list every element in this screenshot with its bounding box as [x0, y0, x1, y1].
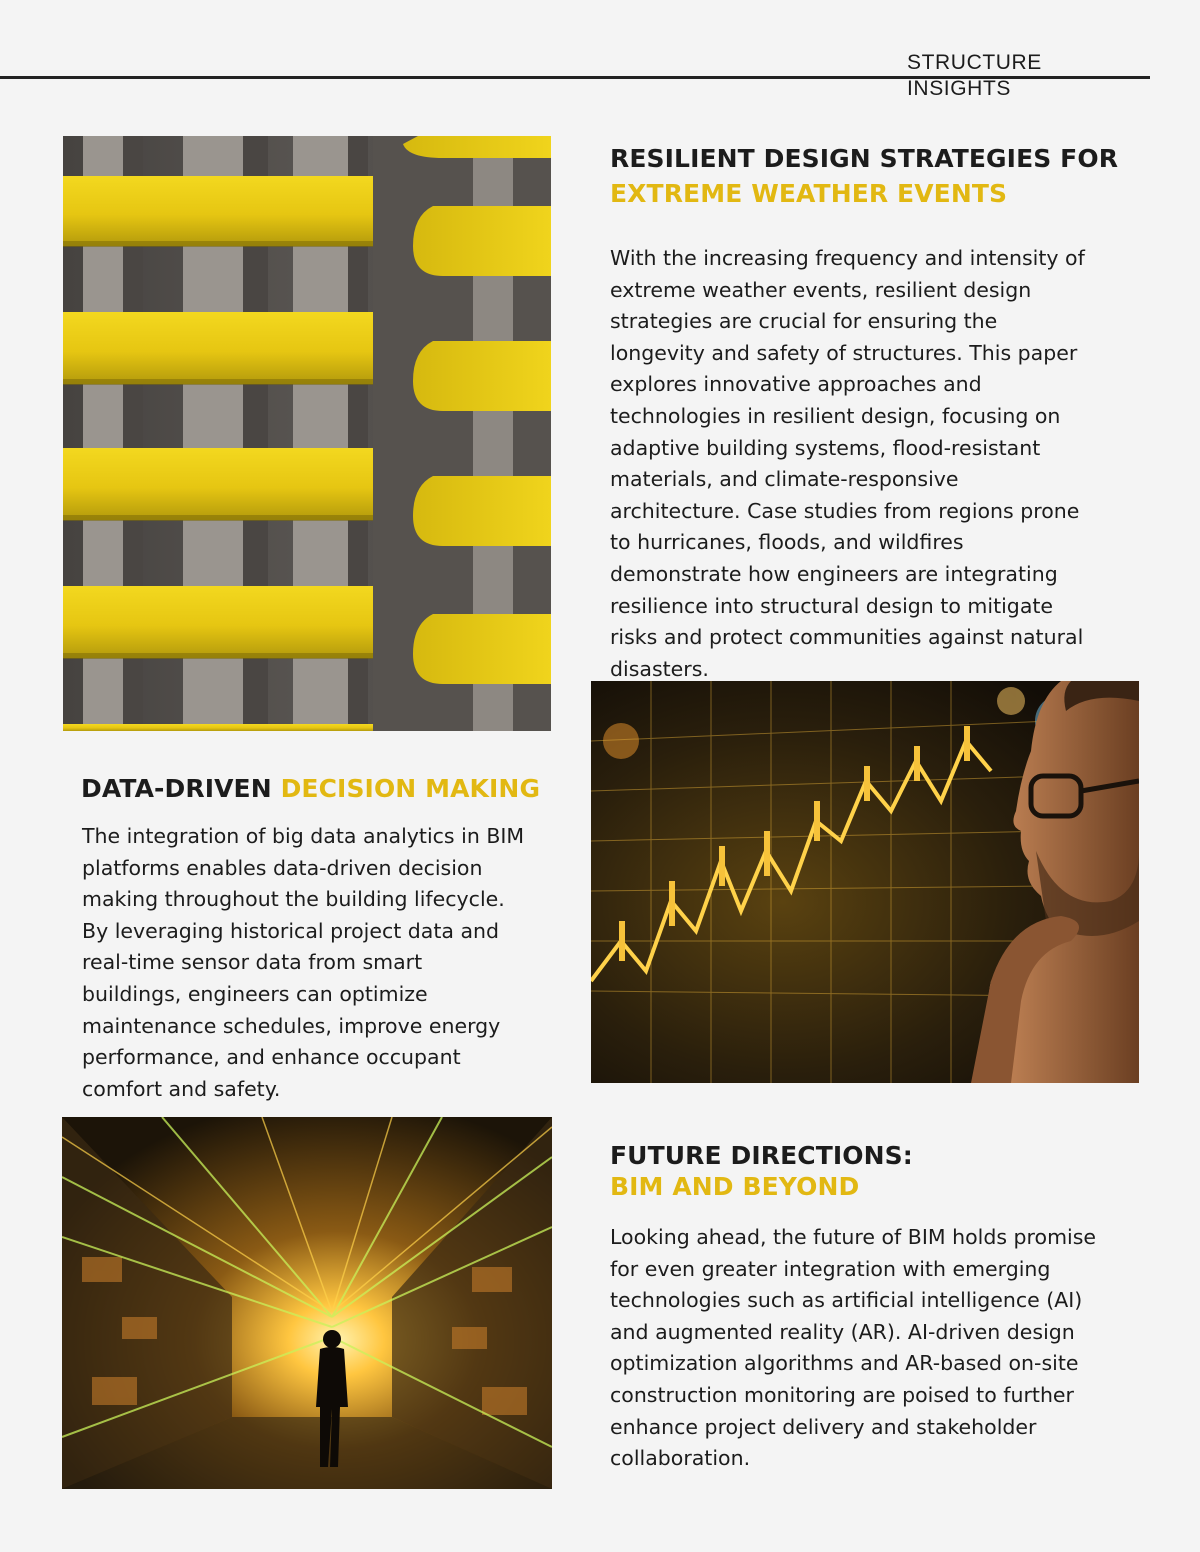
paragraph-line: optimization algorithms and AR-based on-site: [610, 1351, 1079, 1376]
paragraph-line: strategies are crucial for ensuring the: [610, 309, 998, 334]
paragraph-line: extreme weather events, resilient design: [610, 277, 1032, 302]
brand-line-2: INSIGHTS: [907, 77, 1011, 100]
data-driven-heading-accent: DECISION MAKING: [280, 774, 541, 803]
resilient-heading-dark: RESILIENT DESIGN STRATEGIES FOR: [610, 144, 1119, 173]
paragraph-line: architecture. Case studies from regions prone: [610, 498, 1080, 523]
paragraph-line: maintenance schedules, improve energy: [82, 1013, 501, 1038]
future-directions-heading: [610, 1140, 913, 1202]
data-driven-paragraph: [82, 821, 524, 1105]
data-driven-heading: [81, 771, 540, 806]
data-tunnel-person-photo: [62, 1117, 552, 1489]
paragraph-line: for even greater integration with emerging: [610, 1256, 1051, 1281]
paragraph-line: materials, and climate-responsive: [610, 467, 959, 492]
paragraph-line: platforms enables data-driven decision: [82, 855, 483, 880]
paragraph-line: disasters.: [610, 656, 709, 681]
brand-line-1: STRUCTURE: [907, 51, 1042, 74]
future-heading-accent: BIM AND BEYOND: [610, 1172, 860, 1201]
paragraph-line: buildings, engineers can optimize: [82, 981, 428, 1006]
paragraph-line: enhance project delivery and stakeholder: [610, 1414, 1037, 1439]
future-heading-dark: FUTURE DIRECTIONS:: [610, 1141, 913, 1170]
resilient-design-paragraph: [610, 243, 1085, 685]
paragraph-line: Looking ahead, the future of BIM holds promise: [610, 1225, 1097, 1249]
resilient-heading-accent: EXTREME WEATHER EVENTS: [610, 179, 1008, 208]
data-driven-heading-dark: DATA-DRIVEN: [81, 774, 272, 803]
paragraph-line: With the increasing frequency and intensity of: [610, 246, 1085, 270]
resilient-design-heading: [610, 141, 1118, 211]
paragraph-line: demonstrate how engineers are integrating: [610, 561, 1058, 586]
paragraph-line: longevity and safety of structures. This paper: [610, 340, 1078, 365]
paragraph-line: explores innovative approaches and: [610, 372, 982, 397]
brand-title: [907, 50, 1042, 102]
paragraph-line: real-time sensor data from smart: [82, 950, 423, 975]
paragraph-line: adaptive building systems, flood-resistant: [610, 435, 1041, 460]
paragraph-line: construction monitoring are poised to further: [610, 1382, 1074, 1407]
analyst-data-chart-photo: [591, 681, 1139, 1083]
paragraph-line: to hurricanes, floods, and wildfires: [610, 530, 964, 555]
paragraph-line: risks and protect communities against natural: [610, 625, 1084, 650]
paragraph-line: performance, and enhance occupant: [82, 1045, 461, 1070]
paragraph-line: comfort and safety.: [82, 1076, 281, 1101]
future-directions-paragraph: [610, 1222, 1096, 1475]
paragraph-line: collaboration.: [610, 1446, 751, 1471]
yellow-balcony-building-photo: [63, 136, 551, 731]
paragraph-line: making throughout the building lifecycle.: [82, 887, 505, 912]
paragraph-line: By leveraging historical project data and: [82, 918, 500, 943]
paragraph-line: and augmented reality (AR). AI-driven design: [610, 1319, 1075, 1344]
paragraph-line: resilience into structural design to mitigate: [610, 593, 1054, 618]
paragraph-line: The integration of big data analytics in BIM: [82, 824, 525, 848]
paragraph-line: technologies in resilient design, focusing on: [610, 403, 1061, 428]
paragraph-line: technologies such as artificial intelligence (AI): [610, 1288, 1083, 1313]
